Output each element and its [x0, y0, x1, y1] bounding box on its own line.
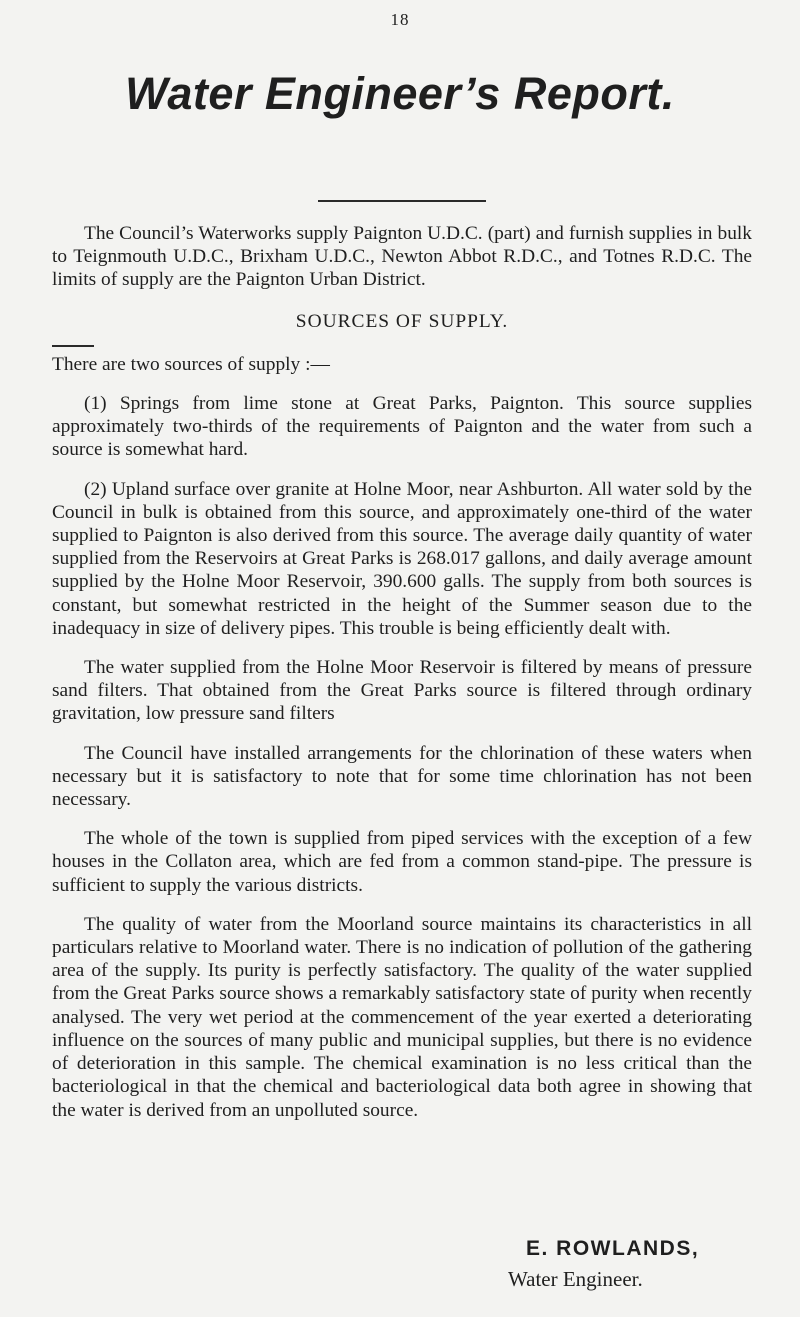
report-body: [52, 222, 752, 1138]
heading-underline: [52, 345, 94, 347]
signature-block: [476, 1237, 776, 1292]
page-number: 18: [390, 10, 410, 29]
signatory-name: E. ROWLANDS,: [526, 1237, 700, 1260]
paragraph-chlorination: The Council have installed arrangements for the chlorination of these waters when necessary but it is satisfactory to note that for some time chlorination has not been necessary.: [52, 742, 752, 811]
sources-intro: There are two sources of supply :—: [52, 353, 330, 375]
paragraph-quality: The quality of water from the Moorland source maintains its characteristics in all particulars relative to Moorland water. There is no indication of pollution of the gathering area of the supply. Its purity is perfectly satisfactory. The quality of the water supplied from the Great Parks source shows a remarkably satisfactory state of purity when recently analysed. The very wet period at the commencement of the year exerted a deteriorating influence on the sources of many public and municipal supplies, but there is no evidence of deterioration in this sample. The chemical examination is no less critical than the bacteriological in that the chemical and bacteriological data both agree in showing that the water is derived from an unpolluted source.: [52, 913, 752, 1121]
title-divider: [318, 200, 486, 202]
paragraph-source-2: (2) Upland surface over granite at Holne Moor, near Ashburton. All water sold by the Council in bulk is obtained from this source, and approximately one-third of the water supplied to Paignton is also derived from this source. The average daily quantity of water supplied from the Reservoirs at Great Parks is 268.017 gallons, and daily average amount supplied by the Holne Moor Reservoir, 390.600 galls. The supply from both sources is constant, but somewhat restricted in the height of the Summer season due to the inadequacy in size of delivery pipes. This trouble is being efficiently dealt with.: [52, 478, 752, 639]
paragraph-distribution: The whole of the town is supplied from piped services with the exception of a few houses in the Collaton area, which are fed from a common stand-pipe. The pressure is sufficient to supply the various districts.: [52, 828, 752, 896]
signatory-title: Water Engineer.: [508, 1267, 643, 1291]
section-heading: SOURCES OF SUPPLY.: [295, 310, 509, 332]
paragraph-source-1: (1) Springs from lime stone at Great Parks, Paignton. This source supplies approximately two-thirds of the requirements of Paignton and the water from such a source is somewhat hard.: [52, 393, 752, 461]
paragraph-filtration: The water supplied from the Holne Moor Reservoir is filtered by means of pressure sand filters. That obtained from the Great Parks source is filtered through ordinary gravitation, low pressure sand filters: [52, 657, 752, 725]
intro-paragraph: The Council’s Waterworks supply Paignton U.D.C. (part) and furnish supplies in bulk to Teignmouth U.D.C., Brixham U.D.C., Newton Abbot R.D.C., and Totnes R.D.C. The limits of supply are the Paignton Urban District.: [52, 223, 752, 291]
page-title: Water Engineer’s Report.: [125, 68, 675, 119]
